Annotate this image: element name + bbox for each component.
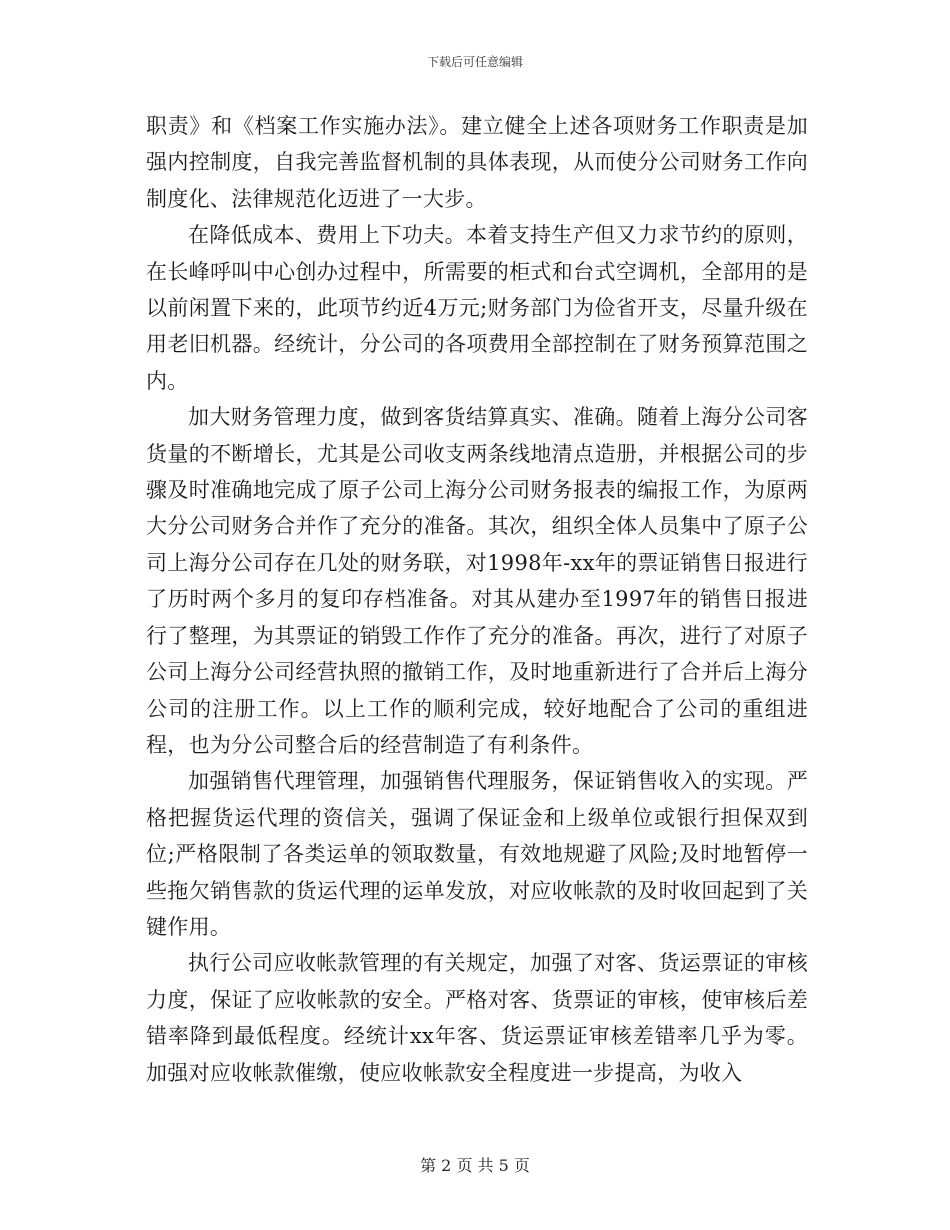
paragraph-continuation: 职责》和《档案工作实施办法》。建立健全上述各项财务工作职责是加强内控制度，自我完善监督机制的具体表现，从而使分公司财务工作向制度化、法律规范化迈进了一大步。 [146, 114, 808, 211]
paragraph-financial-management: 加大财务管理力度，做到客货结算真实、准确。随着上海分公司客货量的不断增长，尤其是公司收支两条线地清点造册，并根据公司的步骤及时准确地完成了原子公司上海分公司财务报表的编报工作，为原两大分公司财务合并作了充分的准备。其次，组织全体人员集中了原子公司上海分公司存在几处的财务联，对1998年-xx年的票证销售日报进行了历时两个多月的复印存档准备。对其从建办至1997年的销售日报进行了整理，为其票证的销毁工作作了充分的准备。再次，进行了对原子公司上海分公司经营执照的撤销工作，及时地重新进行了合并后上海分公司的注册工作。以上工作的顺利完成，较好地配合了公司的重组进程，也为分公司整合后的经营制造了有利条件。 [146, 405, 808, 757]
page-number-footer: 第 2 页 共 5 页 [420, 1156, 530, 1175]
paragraph-sales-agency: 加强销售代理管理，加强销售代理服务，保证销售收入的实现。严格把握货运代理的资信关，强调了保证金和上级单位或银行担保双到位;严格限制了各类运单的领取数量，有效地规避了风险;及时地暂停一些拖欠销售款的货运代理的运单发放，对应收帐款的及时收回起到了关键作用。 [146, 769, 808, 939]
document-body [146, 108, 808, 1091]
page-header-note: 下载后可任意编辑 [426, 55, 523, 69]
paragraph-cost-reduction: 在降低成本、费用上下功夫。本着支持生产但又力求节约的原则，在长峰呼叫中心创办过程中，所需要的柜式和台式空调机，全部用的是以前闲置下来的，此项节约近4万元;财务部门为俭省开支，尽量升级在用老旧机器。经统计，分公司的各项费用全部控制在了财务预算范围之内。 [146, 223, 808, 393]
paragraph-receivables: 执行公司应收帐款管理的有关规定，加强了对客、货运票证的审核力度，保证了应收帐款的安全。严格对客、货票证的审核，使审核后差错率降到最低程度。经统计xx年客、货运票证审核差错率几乎为零。加强对应收帐款催缴，使应收帐款安全程度进一步提高，为收入 [146, 951, 808, 1085]
